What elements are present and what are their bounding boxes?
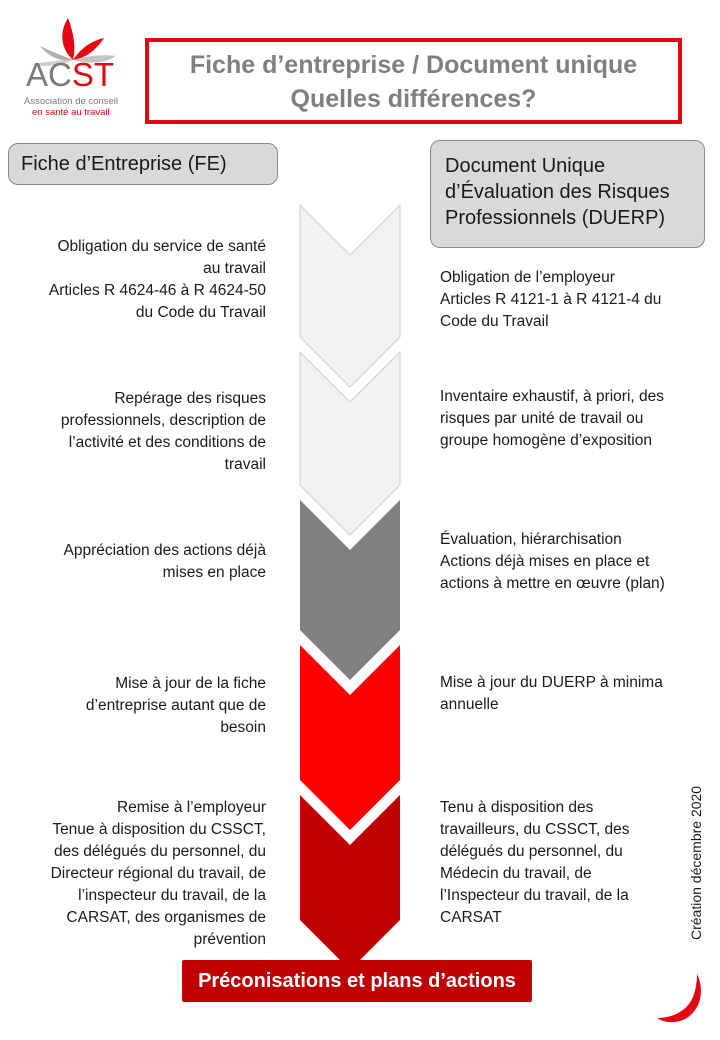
logo-name-part1: AC [26, 56, 72, 93]
text-line: d’entreprise autant que de [85, 697, 266, 714]
creation-date-note: Création décembre 2020 [688, 785, 704, 940]
row4-duerp-text [440, 672, 705, 716]
page-title-line2: Quelles différences? [290, 85, 537, 113]
text-line: Code du Travail [440, 313, 549, 330]
text-line: l’activité et des conditions de [68, 434, 266, 451]
text-line: Remise à l’employeur [116, 799, 266, 816]
text-line: annuelle [440, 696, 499, 713]
text-line: Directeur régional du travail, de [50, 865, 266, 882]
page-title-box [145, 38, 682, 124]
logo-name [26, 58, 114, 91]
text-line: Tenue à disposition du CSSCT, [52, 821, 266, 838]
text-line: Articles R 4624-46 à R 4624-50 [48, 282, 266, 299]
logo-name-part2: ST [71, 56, 115, 93]
text-line: l’Inspecteur du travail, de la [440, 887, 629, 904]
text-line: des délégués du personnel, du [54, 843, 266, 860]
text-line: CARSAT [440, 909, 502, 926]
fe-header: Fiche d’Entreprise (FE) [8, 143, 278, 185]
text-line: professionnels, description de [60, 412, 266, 429]
row2-duerp-text [440, 386, 705, 452]
row4-fe-text [26, 673, 266, 739]
text-line: groupe homogène d’exposition [440, 432, 652, 449]
row5-duerp-text [440, 797, 705, 929]
text-line: actions à mettre en œuvre (plan) [440, 575, 665, 592]
text-line: Obligation de l’employeur [440, 269, 615, 286]
text-line: travailleurs, du CSSCT, des [440, 821, 630, 838]
text-line: délégués du personnel, du [440, 843, 623, 860]
duerp-header [430, 140, 705, 248]
logo-subtitle-line1: Association de conseil [24, 96, 118, 107]
row5-fe-text [26, 797, 266, 951]
text-line: prévention [193, 931, 266, 948]
text-line: Évaluation, hiérarchisation [440, 531, 622, 548]
text-line: Actions déjà mises en place et [440, 553, 650, 570]
text-line: travail [224, 456, 266, 473]
logo-subtitle-line2: en santé au travail [32, 107, 110, 118]
text-line: besoin [220, 719, 266, 736]
row3-fe-text [26, 540, 266, 584]
row3-duerp-text [440, 529, 705, 595]
text-line: Appréciation des actions déjà [63, 542, 266, 559]
corner-arc-icon [655, 970, 705, 1025]
text-line: risques par unité de travail ou [440, 410, 644, 427]
text-line: CARSAT, des organismes de [66, 909, 266, 926]
row2-fe-text [26, 388, 266, 476]
text-line: Mise à jour du DUERP à minima [440, 674, 663, 691]
text-line: Obligation du service de santé [57, 238, 266, 255]
text-line: Inventaire exhaustif, à priori, des [440, 388, 665, 405]
text-line: au travail [203, 260, 266, 277]
text-line: Repérage des risques [114, 390, 266, 407]
duerp-header-line1: Document Unique [445, 155, 606, 177]
text-line: mises en place [162, 564, 266, 581]
text-line: l’inspecteur du travail, de la [78, 887, 266, 904]
text-line: Médecin du travail, de [440, 865, 592, 882]
preconisations-button[interactable]: Préconisations et plans d’actions [182, 960, 532, 1002]
text-line: Tenu à disposition des [440, 799, 594, 816]
row1-fe-text [26, 236, 266, 324]
process-chevrons [290, 200, 410, 980]
text-line: du Code du Travail [135, 304, 266, 321]
row1-duerp-text [440, 267, 705, 333]
duerp-header-line2: d’Évaluation des Risques [445, 181, 670, 203]
duerp-header-line3: Professionnels (DUERP) [445, 207, 666, 229]
text-line: Mise à jour de la fiche [115, 675, 266, 692]
text-line: Articles R 4121-1 à R 4121-4 du [440, 291, 662, 308]
chevron-1 [300, 205, 400, 387]
page-title-line1: Fiche d’entreprise / Document unique [189, 51, 638, 79]
